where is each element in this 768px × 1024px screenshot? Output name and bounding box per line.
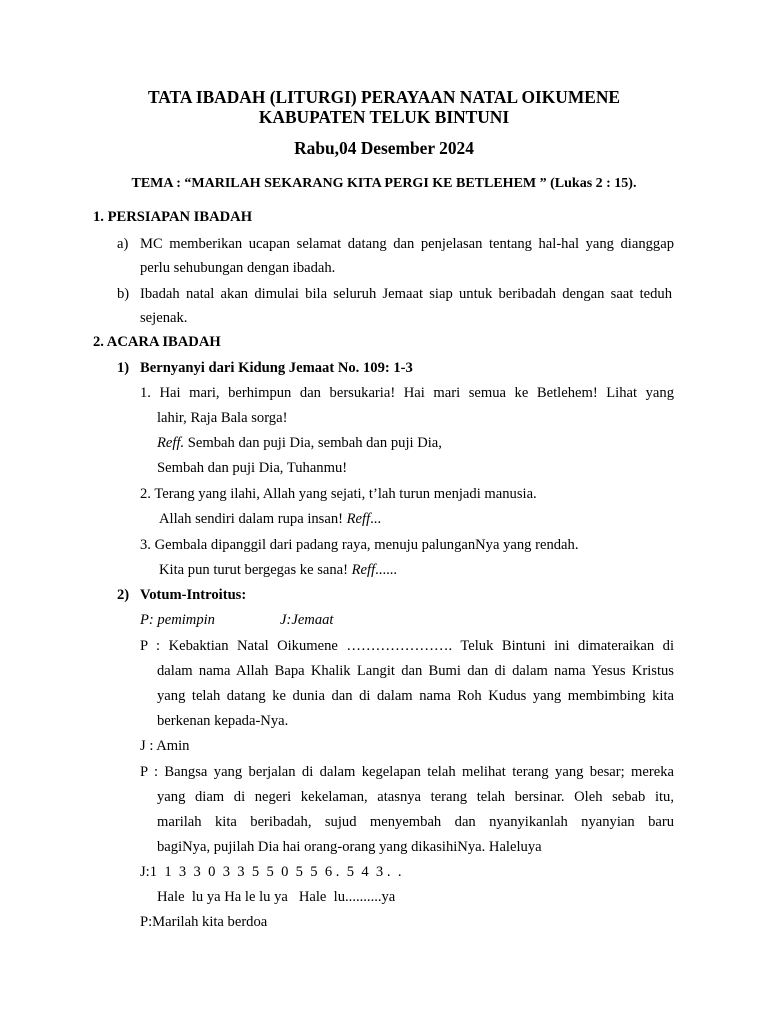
document-theme: TEMA : “MARILAH SEKARANG KITA PERGI KE BETLEHEM ” (Lukas 2 : 15).: [131, 176, 637, 191]
refrain-line-1: [157, 434, 442, 452]
verse-3-line-2: [159, 561, 397, 579]
document-title-line-2: KABUPATEN TELUK BINTUNI: [258, 107, 510, 127]
pemimpin-1-line-3: yang telah datang ke dunia dan di dalam nama Roh Kudus yang membimbing kita: [157, 688, 674, 704]
pemimpin-2-line-3: marilah kita beribadah, sujud menyembah dan nyanyikanlah nyanyian baru: [157, 814, 674, 830]
verse-3-line-2-text: Kita pun turut bergegas ke sana!: [159, 562, 352, 578]
verse-2-ellipsis: ...: [370, 511, 382, 527]
pemimpin-1-line-2: dalam nama Allah Bapa Khalik Langit dan Bumi dan di dalam nama Yesus Kristus: [157, 663, 674, 679]
pemimpin-1-line-1: P : Kebaktian Natal Oikumene …………………. Teluk Bintuni ini dimateraikan di: [140, 638, 674, 654]
legend-jemaat: J:Jemaat: [280, 612, 334, 628]
list-marker-a: a): [117, 236, 129, 252]
item-1-marker: 1): [117, 360, 130, 376]
verse-3-line-1: 3. Gembala dipanggil dari padang raya, menuju palunganNya yang rendah.: [140, 537, 579, 553]
list-marker-b: b): [117, 286, 130, 302]
item-a-line-2: perlu sehubungan dengan ibadah.: [140, 260, 336, 276]
item-b-line-2: sejenak.: [140, 310, 188, 326]
jemaat-music-notes: J:1 1 3 3 0 3 3 5 5 0 5 5 6 . 5 4 3 . .: [140, 864, 402, 880]
section-1-heading: 1. PERSIAPAN IBADAH: [93, 209, 253, 225]
section-2-heading: 2. ACARA IBADAH: [93, 334, 221, 350]
legend-pemimpin: P: pemimpin: [140, 612, 215, 628]
item-a-line-1: MC memberikan ucapan selamat datang dan penjelasan tentang hal-hal yang dianggap: [140, 236, 674, 252]
verse-2-line-2-text: Allah sendiri dalam rupa insan!: [159, 511, 347, 527]
verse-3-ellipsis: ......: [375, 562, 398, 578]
verse-1-line-1: 1. Hai mari, berhimpun dan bersukaria! Hai mari semua ke Betlehem! Lihat yang: [140, 385, 674, 401]
item-1-title: Bernyanyi dari Kidung Jemaat No. 109: 1-3: [140, 360, 413, 376]
pemimpin-1-line-4: berkenan kepada-Nya.: [157, 713, 289, 729]
verse-1-line-2: lahir, Raja Bala sorga!: [157, 410, 288, 426]
pemimpin-prayer-call: P:Marilah kita berdoa: [140, 914, 268, 930]
verse-3-reff: Reff: [351, 562, 376, 578]
verse-2-reff: Reff: [346, 511, 371, 527]
refrain-line-2: Sembah dan puji Dia, Tuhanmu!: [157, 460, 348, 476]
verse-2-line-2: [159, 510, 381, 528]
item-b-line-1: Ibadah natal akan dimulai bila seluruh Jemaat siap untuk beribadah dengan saat teduh: [140, 286, 672, 302]
jemaat-lyrics: Hale lu ya Ha le lu ya Hale lu..........ya: [157, 889, 396, 905]
refrain-label: Reff.: [157, 435, 185, 451]
item-2-marker: 2): [117, 587, 130, 603]
document-date: Rabu,04 Desember 2024: [294, 138, 474, 158]
jemaat-response-amin: J : Amin: [140, 738, 190, 754]
item-2-title: Votum-Introitus:: [140, 587, 247, 603]
pemimpin-2-line-2: yang diam di negeri kekelaman, atasnya terang telah bersinar. Oleh sebab itu,: [157, 789, 674, 805]
verse-2-line-1: 2. Terang yang ilahi, Allah yang sejati, t’lah turun menjadi manusia.: [140, 486, 537, 502]
refrain-line-1-text: Sembah dan puji Dia, sembah dan puji Dia,: [184, 435, 442, 451]
pemimpin-2-line-1: P : Bangsa yang berjalan di dalam kegelapan telah melihat terang yang besar; mereka: [140, 764, 674, 780]
pemimpin-2-line-4: bagiNya, pujilah Dia hai orang-orang yang dikasihiNya. Haleluya: [157, 839, 542, 855]
document-title-line-1: TATA IBADAH (LITURGI) PERAYAAN NATAL OIKUMENE: [147, 87, 621, 107]
